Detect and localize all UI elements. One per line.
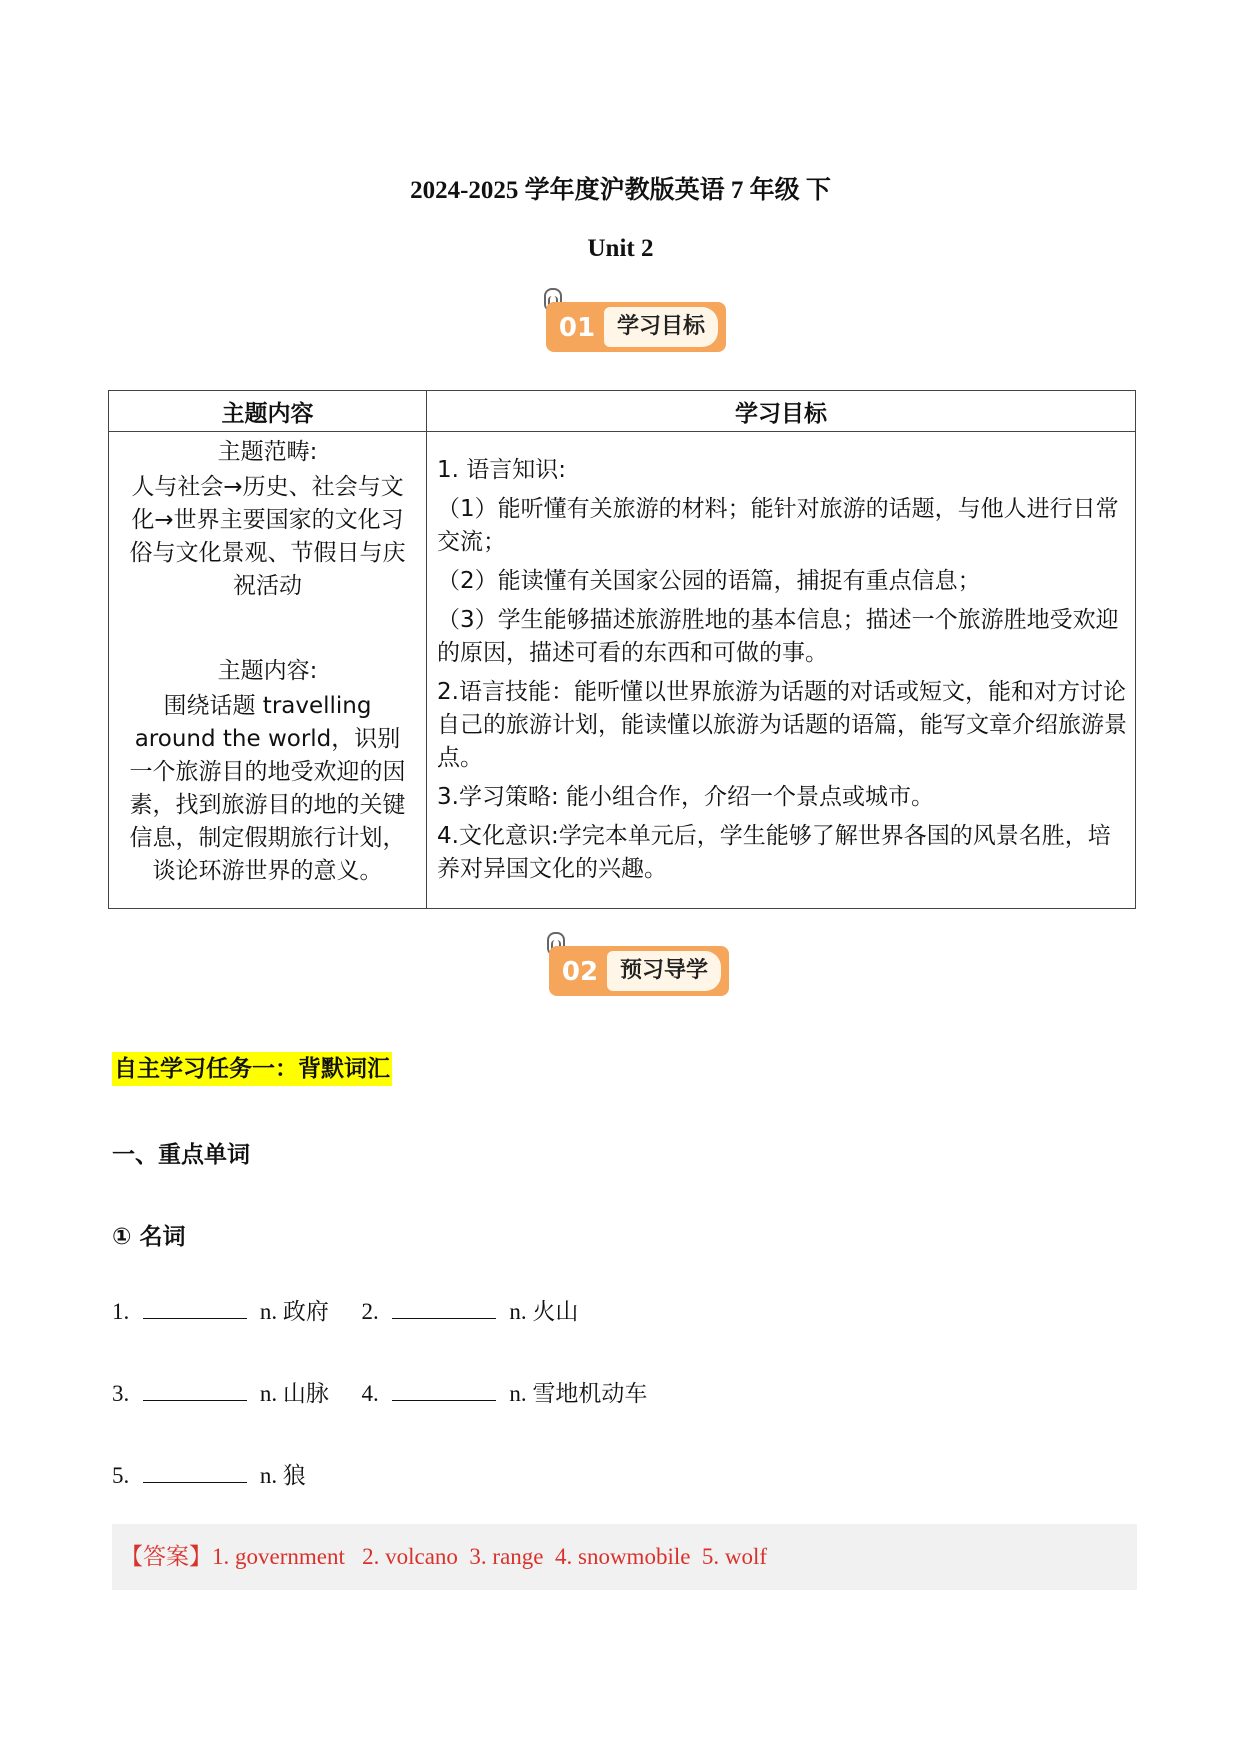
learning-goals-table: [108, 390, 1136, 909]
vocab-number: 5.: [112, 1463, 130, 1488]
vocab-number: 4.: [361, 1381, 379, 1406]
goal-item: （3）学生能够描述旅游胜地的基本信息；描述一个旅游胜地受欢迎的原因，描述可看的东西和可做的事。: [437, 607, 1119, 666]
goal-item: 4.文化意识:学完本单元后，学生能够了解世界各国的风景名胜，培养对异国文化的兴趣。: [437, 823, 1111, 882]
vocab-row: [112, 1296, 578, 1328]
task-heading: 自主学习任务一：背默词汇: [112, 1052, 392, 1086]
answer-blank[interactable]: [392, 1296, 496, 1319]
answer-blank[interactable]: [143, 1296, 247, 1319]
vocab-row: [112, 1460, 306, 1492]
theme-category-label: 主题范畴:: [217, 439, 318, 465]
table-header-goals: 学习目标: [427, 391, 1136, 432]
table-header-theme: 主题内容: [109, 391, 427, 432]
goals-cell: [427, 432, 1136, 909]
goal-item: 1. 语言知识:: [437, 457, 567, 483]
vocab-meaning: n. 狼: [259, 1463, 306, 1488]
answer-blank[interactable]: [143, 1460, 247, 1483]
answer-box: [112, 1524, 1137, 1590]
unit-title: Unit 2: [587, 235, 654, 262]
badge-number: 02: [561, 957, 599, 987]
theme-content-text: 围绕话题 travelling around the world，识别一个旅游目的地受欢迎的因素，找到旅游目的地的关键信息，制定假期旅行计划，谈论环游世界的意义。: [129, 693, 406, 884]
badge-number: 01: [558, 313, 596, 343]
vocab-row: [112, 1378, 647, 1410]
answer-text: 1. government 2. volcano 3. range 4. snowmobile 5. wolf: [212, 1544, 768, 1569]
section-heading: 一、重点单词: [112, 1142, 250, 1168]
theme-category-text: 人与社会→历史、社会与文化→世界主要国家的文化习俗与文化景观、节假日与庆祝活动: [129, 474, 406, 599]
goal-item: （2）能读懂有关国家公园的语篇，捕捉有重点信息；: [437, 568, 981, 594]
vocab-meaning: n. 雪地机动车: [509, 1381, 648, 1406]
goal-item: （1）能听懂有关旅游的材料；能针对旅游的话题，与他人进行日常交流；: [437, 496, 1119, 555]
answer-blank[interactable]: [392, 1378, 496, 1401]
vocab-number: 3.: [112, 1381, 130, 1406]
vocab-meaning: n. 政府: [259, 1299, 329, 1324]
vocab-meaning: n. 火山: [509, 1299, 579, 1324]
answer-blank[interactable]: [143, 1378, 247, 1401]
section-badge-goals: [540, 288, 730, 352]
section-badge-preview: [543, 932, 733, 996]
vocab-number: 1.: [112, 1299, 130, 1324]
vocab-number: 2.: [361, 1299, 379, 1324]
vocab-meaning: n. 山脉: [259, 1381, 329, 1406]
badge-label: 预习导学: [607, 951, 721, 991]
answer-label: 【答案】: [120, 1544, 212, 1570]
goal-item: 3.学习策略: 能小组合作，介绍一个景点或城市。: [437, 784, 935, 810]
goal-item: 2.语言技能：能听懂以世界旅游为话题的对话或短文，能和对方讨论自己的旅游计划，能读懂以旅游为话题的语篇，能写文章介绍旅游景点。: [437, 679, 1127, 771]
document-title: 2024-2025 学年度沪教版英语 7 年级 下: [410, 177, 831, 204]
badge-label: 学习目标: [604, 307, 718, 347]
theme-cell: [109, 432, 427, 909]
subsection-heading: ① 名词: [112, 1224, 186, 1250]
theme-content-label: 主题内容:: [217, 658, 318, 684]
